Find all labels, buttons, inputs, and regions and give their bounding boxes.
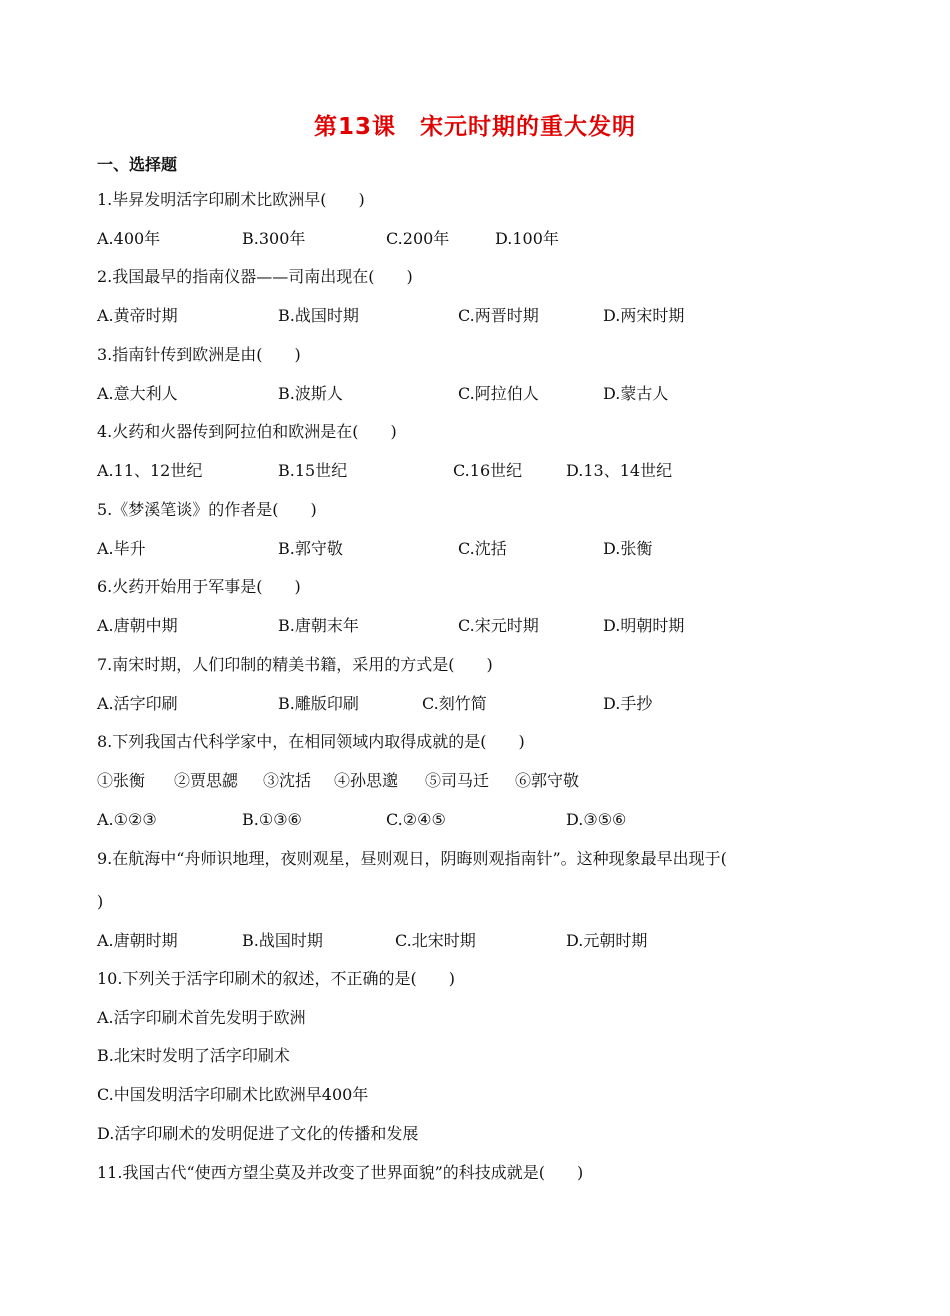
q8-option-d: D.③⑤⑥: [566, 810, 627, 829]
question-7: 7.南宋时期，人们印制的精美书籍，采用的方式是( ): [97, 655, 493, 674]
q8-option-a: A.①②③: [97, 810, 157, 829]
question-9: 9.在航海中“舟师识地理，夜则观星，昼则观日，阴晦则观指南针”。这种现象最早出现于(: [97, 849, 727, 868]
q2-option-c: C.两晋时期: [458, 306, 539, 325]
q8-item-2: ②贾思勰: [174, 771, 239, 790]
q8-option-b: B.①③⑥: [242, 810, 302, 829]
q1-option-a: A.400年: [97, 229, 161, 248]
q7-option-b: B.雕版印刷: [278, 694, 359, 713]
q8-item-4: ④孙思邈: [334, 771, 399, 790]
q1-option-d: D.100年: [495, 229, 559, 248]
question-8: 8.下列我国古代科学家中，在相同领域内取得成就的是( ): [97, 732, 525, 751]
q7-option-c: C.刻竹简: [422, 694, 487, 713]
q6-option-a: A.唐朝中期: [97, 616, 178, 635]
q4-option-d: D.13、14世纪: [566, 461, 673, 480]
q3-option-b: B.波斯人: [278, 384, 343, 403]
q2-option-a: A.黄帝时期: [97, 306, 178, 325]
question-2: 2.我国最早的指南仪器——司南出现在( ): [97, 267, 413, 286]
q8-item-1: ①张衡: [97, 771, 146, 790]
q10-option-a: A.活字印刷术首先发明于欧洲: [97, 1008, 306, 1027]
question-11: 11.我国古代“使西方望尘莫及并改变了世界面貌”的科技成就是( ): [97, 1163, 584, 1182]
q8-item-5: ⑤司马迁: [425, 771, 490, 790]
question-6: 6.火药开始用于军事是( ): [97, 577, 301, 596]
q7-option-d: D.手抄: [603, 694, 653, 713]
q9-option-d: D.元朝时期: [566, 931, 648, 950]
q3-option-c: C.阿拉伯人: [458, 384, 539, 403]
q6-option-b: B.唐朝末年: [278, 616, 359, 635]
page-title: 第13课 宋元时期的重大发明: [313, 114, 636, 140]
q7-option-a: A.活字印刷: [97, 694, 178, 713]
question-3: 3.指南针传到欧洲是由( ): [97, 345, 301, 364]
q1-option-c: C.200年: [386, 229, 450, 248]
q1-option-b: B.300年: [242, 229, 306, 248]
question-9-continued: ): [97, 892, 104, 911]
q5-option-c: C.沈括: [458, 539, 507, 558]
q8-option-c: C.②④⑤: [386, 810, 446, 829]
question-5: 5.《梦溪笔谈》的作者是( ): [97, 500, 317, 519]
q4-option-b: B.15世纪: [278, 461, 348, 480]
section-heading: 一、选择题: [97, 155, 178, 174]
q10-option-d: D.活字印刷术的发明促进了文化的传播和发展: [97, 1124, 419, 1143]
q10-option-b: B.北宋时发明了活字印刷术: [97, 1046, 290, 1065]
q5-option-d: D.张衡: [603, 539, 653, 558]
q8-item-3: ③沈括: [263, 771, 312, 790]
q9-option-c: C.北宋时期: [395, 931, 476, 950]
q6-option-d: D.明朝时期: [603, 616, 685, 635]
q3-option-a: A.意大利人: [97, 384, 178, 403]
question-10: 10.下列关于活字印刷术的叙述，不正确的是( ): [97, 969, 455, 988]
q9-option-b: B.战国时期: [242, 931, 323, 950]
q4-option-c: C.16世纪: [453, 461, 523, 480]
q8-item-6: ⑥郭守敬: [515, 771, 580, 790]
question-1: 1.毕昇发明活字印刷术比欧洲早( ): [97, 190, 365, 209]
q2-option-d: D.两宋时期: [603, 306, 685, 325]
q5-option-a: A.毕升: [97, 539, 146, 558]
q9-option-a: A.唐朝时期: [97, 931, 178, 950]
q4-option-a: A.11、12世纪: [97, 461, 203, 480]
q10-option-c: C.中国发明活字印刷术比欧洲早400年: [97, 1085, 369, 1104]
q2-option-b: B.战国时期: [278, 306, 359, 325]
q3-option-d: D.蒙古人: [603, 384, 669, 403]
q6-option-c: C.宋元时期: [458, 616, 539, 635]
q5-option-b: B.郭守敬: [278, 539, 343, 558]
question-4: 4.火药和火器传到阿拉伯和欧洲是在( ): [97, 422, 397, 441]
